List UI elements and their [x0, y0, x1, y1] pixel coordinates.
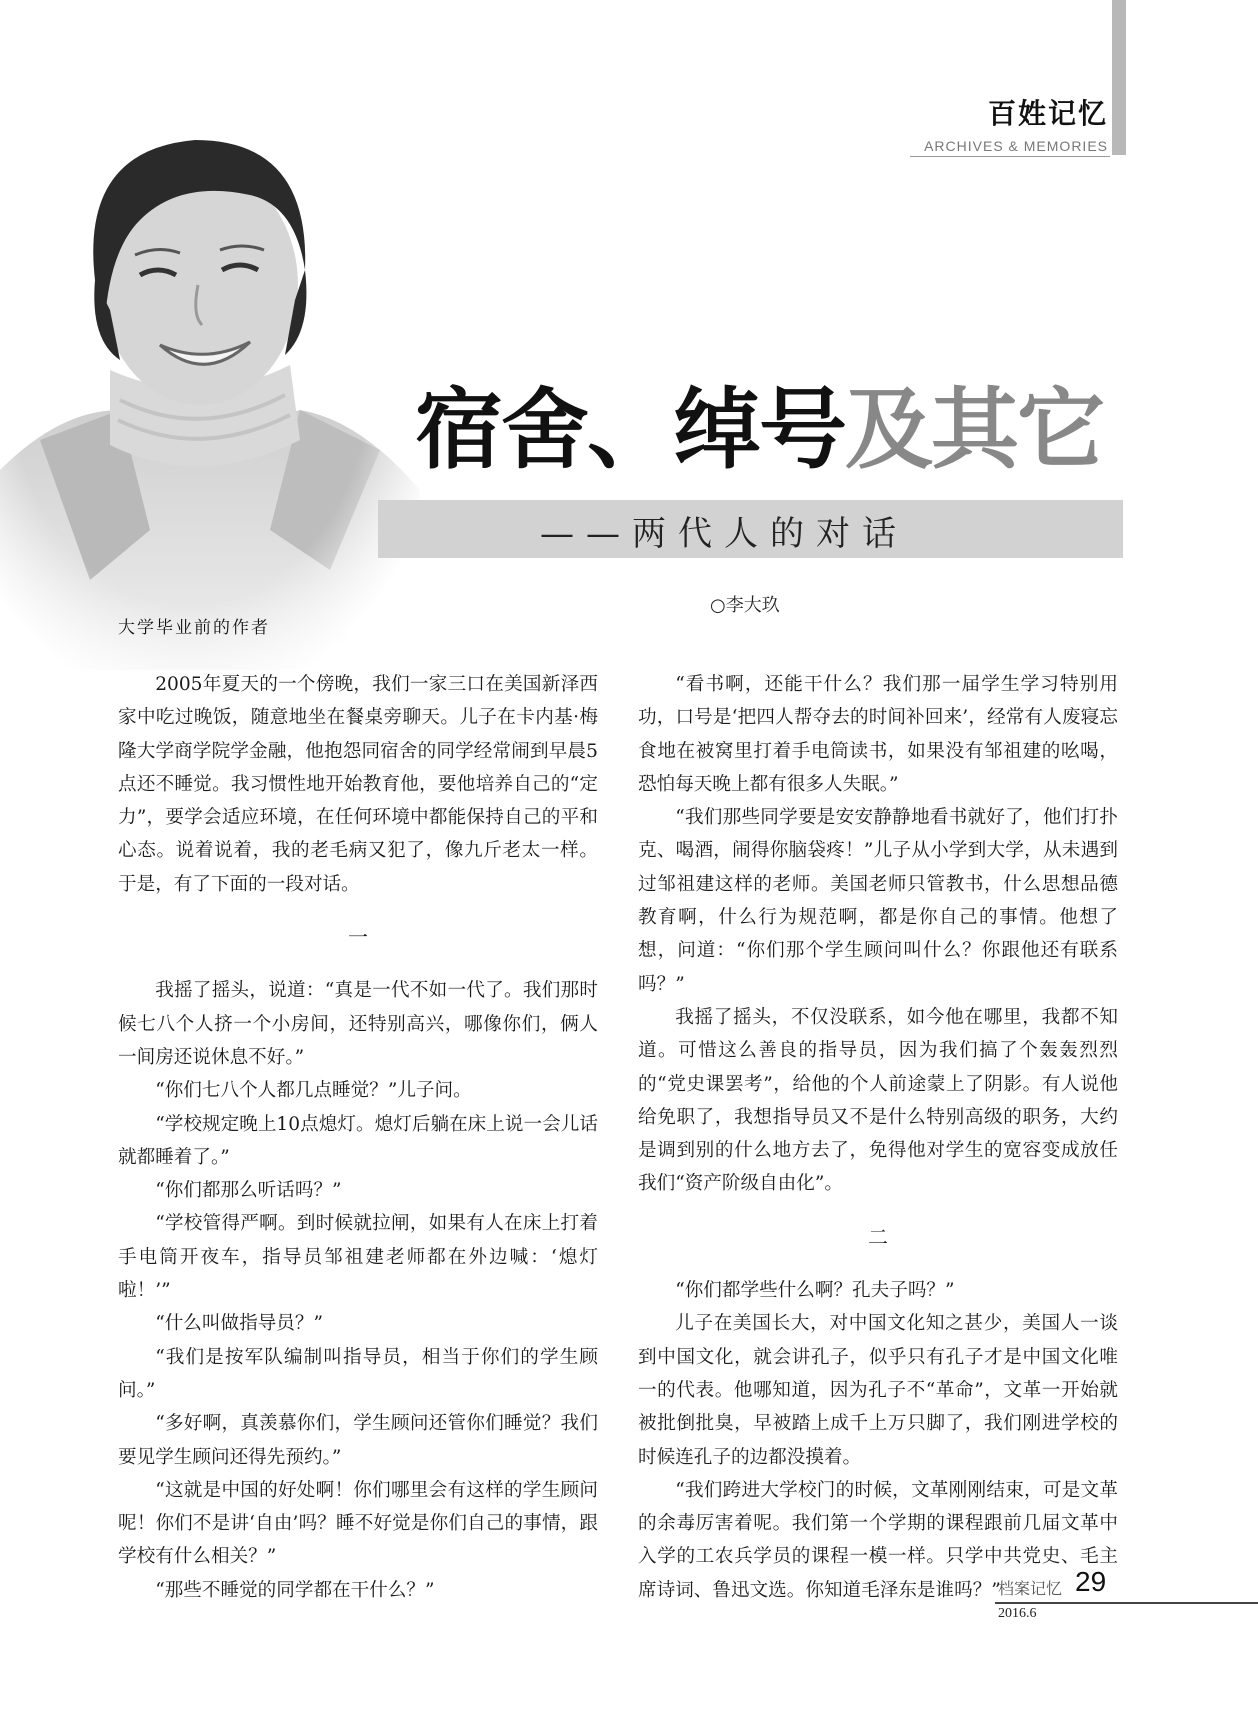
paragraph: “这就是中国的好处啊！你们哪里会有这样的学生顾问呢！你们不是讲‘自由’吗？睡不好觉是你们自己的事情，跟学校有什么相关？” [118, 1479, 598, 1568]
side-band [1112, 0, 1126, 155]
right-column [638, 668, 1118, 1607]
section-number: 二 [868, 1224, 888, 1249]
author-byline: ○李大玖 [710, 595, 780, 616]
paragraph: “你们七八个人都几点睡觉？”儿子问。 [155, 1080, 472, 1102]
paragraph: “那些不睡觉的同学都在干什么？” [155, 1579, 435, 1601]
footer-rule [995, 1602, 1258, 1604]
paragraph: 我摇了摇头，不仅没联系，如今他在哪里，我都不知道。可惜这么善良的指导员，因为我们搞了个轰轰烈烈的“党史课罢考”，给他的个人前途蒙上了阴影。有人说他给免职了，我想指导员又不是什么特别高级的职务，大约是调到别的什么地方去了，免得他对学生的宽容变成放任我们“资产阶级自由化”。 [638, 1006, 1118, 1195]
paragraph: “学校规定晚上10点熄灯。熄灯后躺在床上说一会儿话就都睡着了。” [118, 1113, 598, 1168]
paragraph: 儿子在美国长大，对中国文化知之甚少，美国人一谈到中国文化，就会讲孔子，似乎只有孔子才是中国文化唯一的代表。他哪知道，因为孔子不“革命”，文革一开始就被批倒批臭，早被踏上成千上万只脚了，我们刚进学校的时候连孔子的边都没摸着。 [638, 1313, 1118, 1468]
paragraph: “你们都那么听话吗？” [155, 1180, 342, 1202]
section-subtitle: ARCHIVES & MEMORIES [924, 138, 1108, 154]
article-title [415, 380, 1125, 480]
page-number: 29 [1075, 1566, 1107, 1597]
paragraph: “多好啊，真羡慕你们，学生顾问还管你们睡觉？我们要见学生顾问还得先预约。” [118, 1413, 598, 1468]
title-dark-part: 宿舍、绰号 [415, 378, 846, 481]
paragraph: “看书啊，还能干什么？我们那一届学生学习特别用功，口号是‘把四人帮夺去的时间补回来’，经常有人废寝忘食地在被窝里打着手电筒读书，如果没有邹祖建的吆喝，恐怕每天晚上都有很多人失眠。” [638, 674, 1118, 795]
photo-caption: 大学毕业前的作者 [118, 618, 270, 638]
article-subtitle: ——两代人的对话 [540, 514, 908, 554]
paragraph: “你们都学些什么啊？孔夫子吗？” [675, 1280, 955, 1302]
section-rule [910, 156, 1110, 157]
title-light-part: 及其它 [845, 378, 1104, 481]
magazine-name: 档案记忆 [998, 1579, 1063, 1598]
paragraph: “学校管得严啊。到时候就拉闸，如果有人在床上打着手电筒开夜车，指导员邹祖建老师都在外边喊：‘熄灯啦！’” [118, 1213, 598, 1302]
issue-date: 2016.6 [998, 1606, 1037, 1621]
paragraph: 2005年夏天的一个傍晚，我们一家三口在美国新泽西家中吃过晚饭，随意地坐在餐桌旁聊天。儿子在卡内基·梅隆大学商学院学金融，他抱怨同宿舍的同学经常闹到早晨5点还不睡觉。我习惯性地开始教育他，要他培养自己的“定力”，要学会适应环境，在任何环境中都能保持自己的平和心态。说着说着，我的老毛病又犯了，像九斤老太一样。于是，有了下面的一段对话。 [118, 674, 598, 895]
paragraph: 我摇了摇头，说道：“真是一代不如一代了。我们那时候七八个人挤一个小房间，还特别高兴，哪像你们，俩人一间房还说休息不好。” [118, 980, 598, 1068]
paragraph: “我们是按军队编制叫指导员，相当于你们的学生顾问。” [118, 1346, 598, 1401]
paragraph: “我们跨进大学校门的时候，文革刚刚结束，可是文革的余毒厉害着呢。我们第一个学期的课程跟前几届文革中入学的工农兵学员的课程一模一样。只学中共党史、毛主席诗词、鲁迅文选。你知道毛泽东是谁吗？” [638, 1479, 1118, 1601]
left-column [118, 668, 598, 1607]
paragraph: “什么叫做指导员？” [155, 1313, 323, 1335]
portrait-image [0, 110, 420, 670]
author-portrait [0, 110, 420, 670]
section-number: 一 [348, 925, 368, 950]
paragraph: “我们那些同学要是安安静静地看书就好了，他们打扑克、喝酒，闹得你脑袋疼！”儿子从小学到大学，从未遇到过邹祖建这样的老师。美国老师只管教书，什么思想品德教育啊，什么行为规范啊，都是你自己的事情。他想了想，问道：“你们那个学生顾问叫什么？你跟他还有联系吗？” [638, 807, 1118, 995]
section-label: 百姓记忆 [987, 97, 1108, 130]
